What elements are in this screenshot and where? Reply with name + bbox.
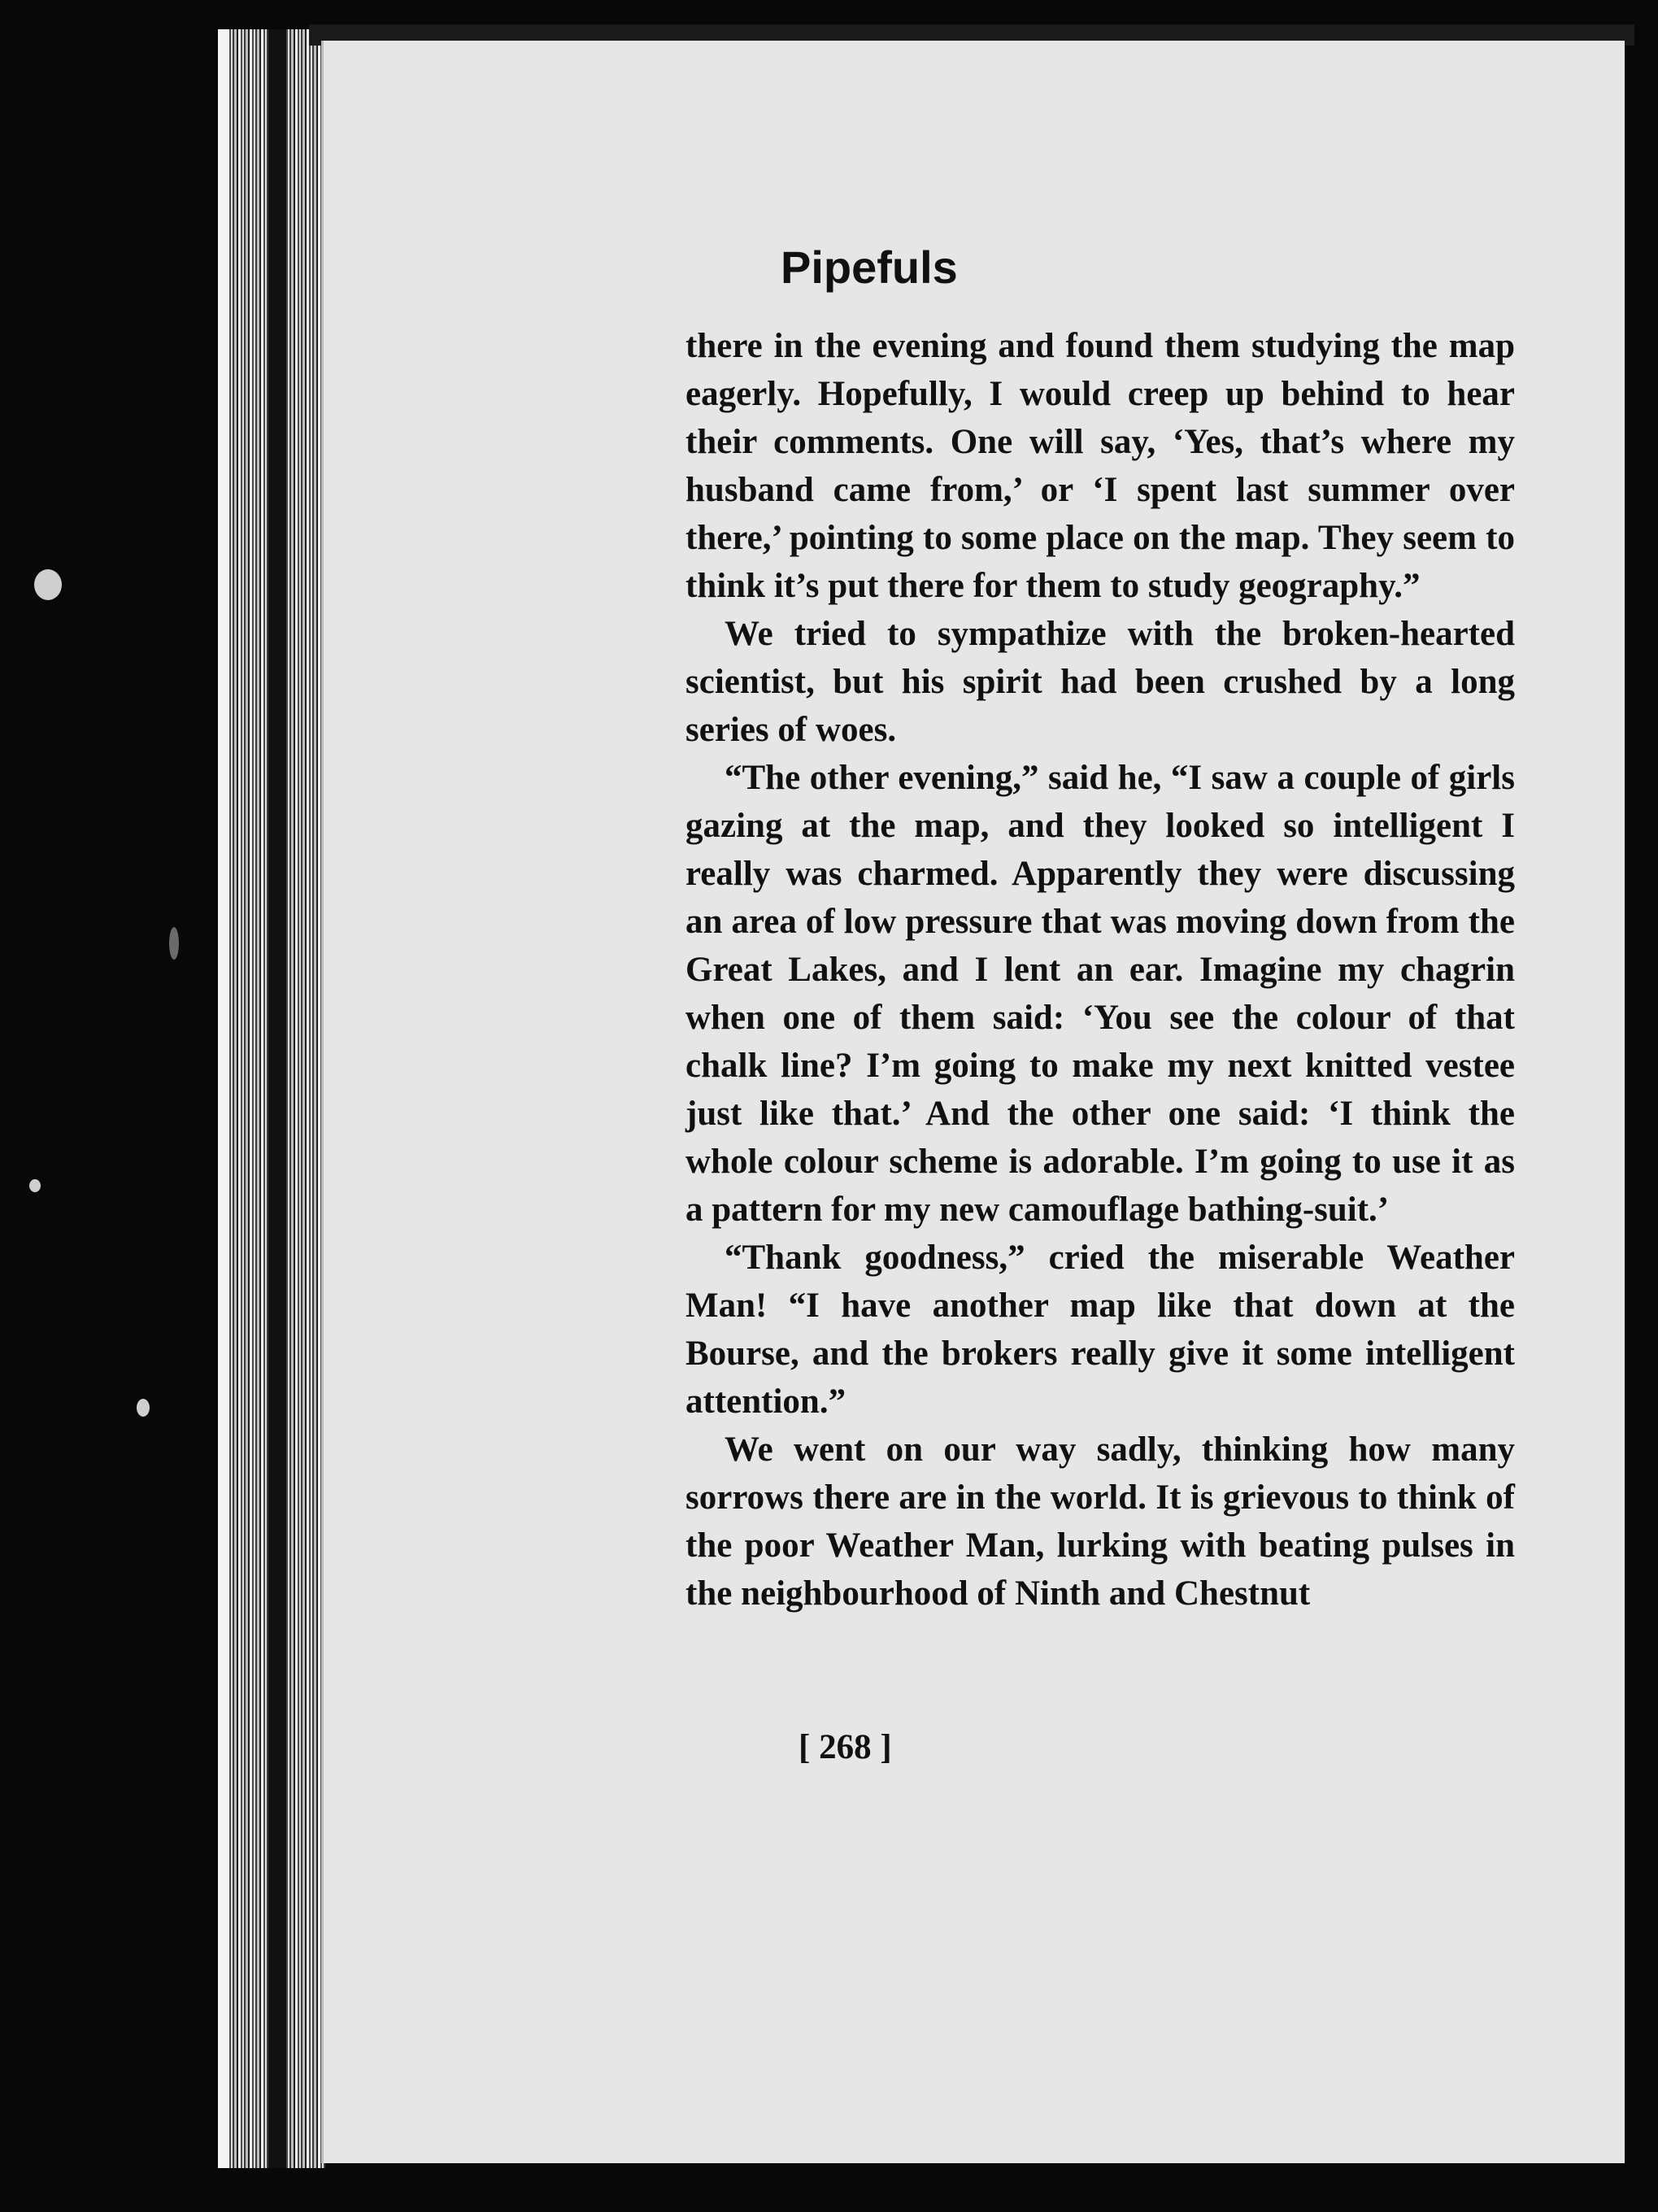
running-head: Pipefuls <box>781 242 958 293</box>
scan-speck <box>137 1399 150 1417</box>
body-text <box>685 322 1515 1618</box>
paragraph-3: “The other evening,” said he, “I saw a couple of girls gazing at the map, and they looked so intelligent I really was charmed. Apparently they were discussing an area of low pressure that was moving down from the Great Lakes, and I lent an ear. Imagine my chagrin when one of them said: ‘You see the colour of that chalk line? I’m going to make my next knitted vestee just like that.’ And the other one said: ‘I think the whole colour scheme is adorable. I’m going to use it as a pattern for my new camouflage bathing-suit.’ <box>685 759 1515 1229</box>
scan-speck <box>169 927 179 960</box>
scan-speck <box>34 569 62 600</box>
page-number: [ 268 ] <box>799 1728 892 1766</box>
paragraph-5: We went on our way sadly, thinking how many sorrows there are in the world. It is grievous to think of the poor Weather Man, lurking with beating pulses in the neighbourhood of Ninth and Chestnut <box>685 1430 1515 1613</box>
paragraph-4: “Thank goodness,” cried the miserable Weather Man! “I have another map like that down at the Bourse, and the brokers really give it some intelligent attention.” <box>685 1239 1515 1421</box>
scan-speck <box>29 1179 41 1192</box>
page-edge-highlight <box>218 29 229 2168</box>
paragraph-1: there in the evening and found them studying the map eagerly. Hopefully, I would creep up behind to hear their comments. One will say, ‘Yes, that’s where my husband came from,’ or ‘I spent last summer over there,’ pointing to some place on the map. They seem to think it’s put there for them to study geography.” <box>685 327 1515 605</box>
paragraph-2: We tried to sympathize with the broken-hearted scientist, but his spirit had been crushed by a long series of woes. <box>685 615 1515 749</box>
page-edge-shadow <box>268 29 286 2168</box>
